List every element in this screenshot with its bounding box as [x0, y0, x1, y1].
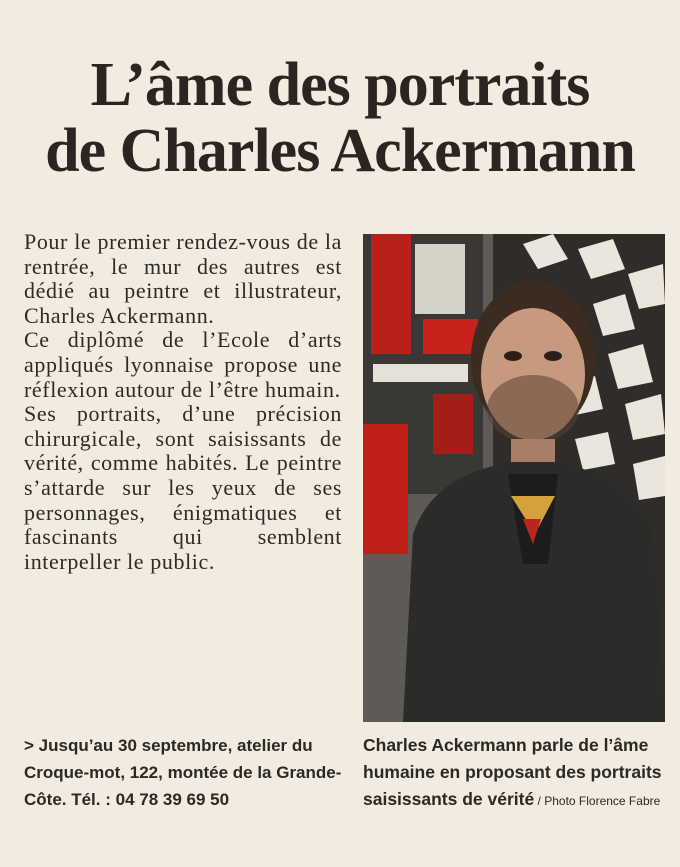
article-body [24, 230, 342, 574]
article-title [0, 52, 680, 184]
article-paragraph-2: Ce diplômé de l’Ecole d’arts appliqués lyonnaise propose une réflexion autour de l’être humain. [24, 327, 342, 402]
article-title-line-2: de Charles Ackermann [45, 117, 635, 185]
portrait-photo [363, 234, 665, 722]
article-title-line-1: L’âme des portraits [90, 51, 590, 119]
portrait-photo-illustration [363, 234, 665, 722]
article-paragraph-1: Pour le premier rendez-vous de la rentrée, le mur des autres est dédié au peintre et illustrateur, Charles Ackermann. [24, 229, 342, 328]
photo-caption [363, 732, 665, 815]
photo-caption-text: Charles Ackermann parle de l’âme humaine en proposant des portraits saisissants de vérité [363, 735, 662, 809]
photo-credit: / Photo Florence Fabre [534, 794, 661, 808]
article-paragraph-3: Ses portraits, d’une précision chirurgicale, sont saisissants de vérité, comme habités. Le peintre s’attarde sur les yeux de ses personnages, énigmatiques et fascinants qui semblent interpeller le public. [24, 401, 342, 574]
event-info: > Jusqu’au 30 septembre, atelier du Croque-mot, 122, montée de la Grande-Côte. Tél. : 04 78 39 69 50 [24, 736, 342, 809]
